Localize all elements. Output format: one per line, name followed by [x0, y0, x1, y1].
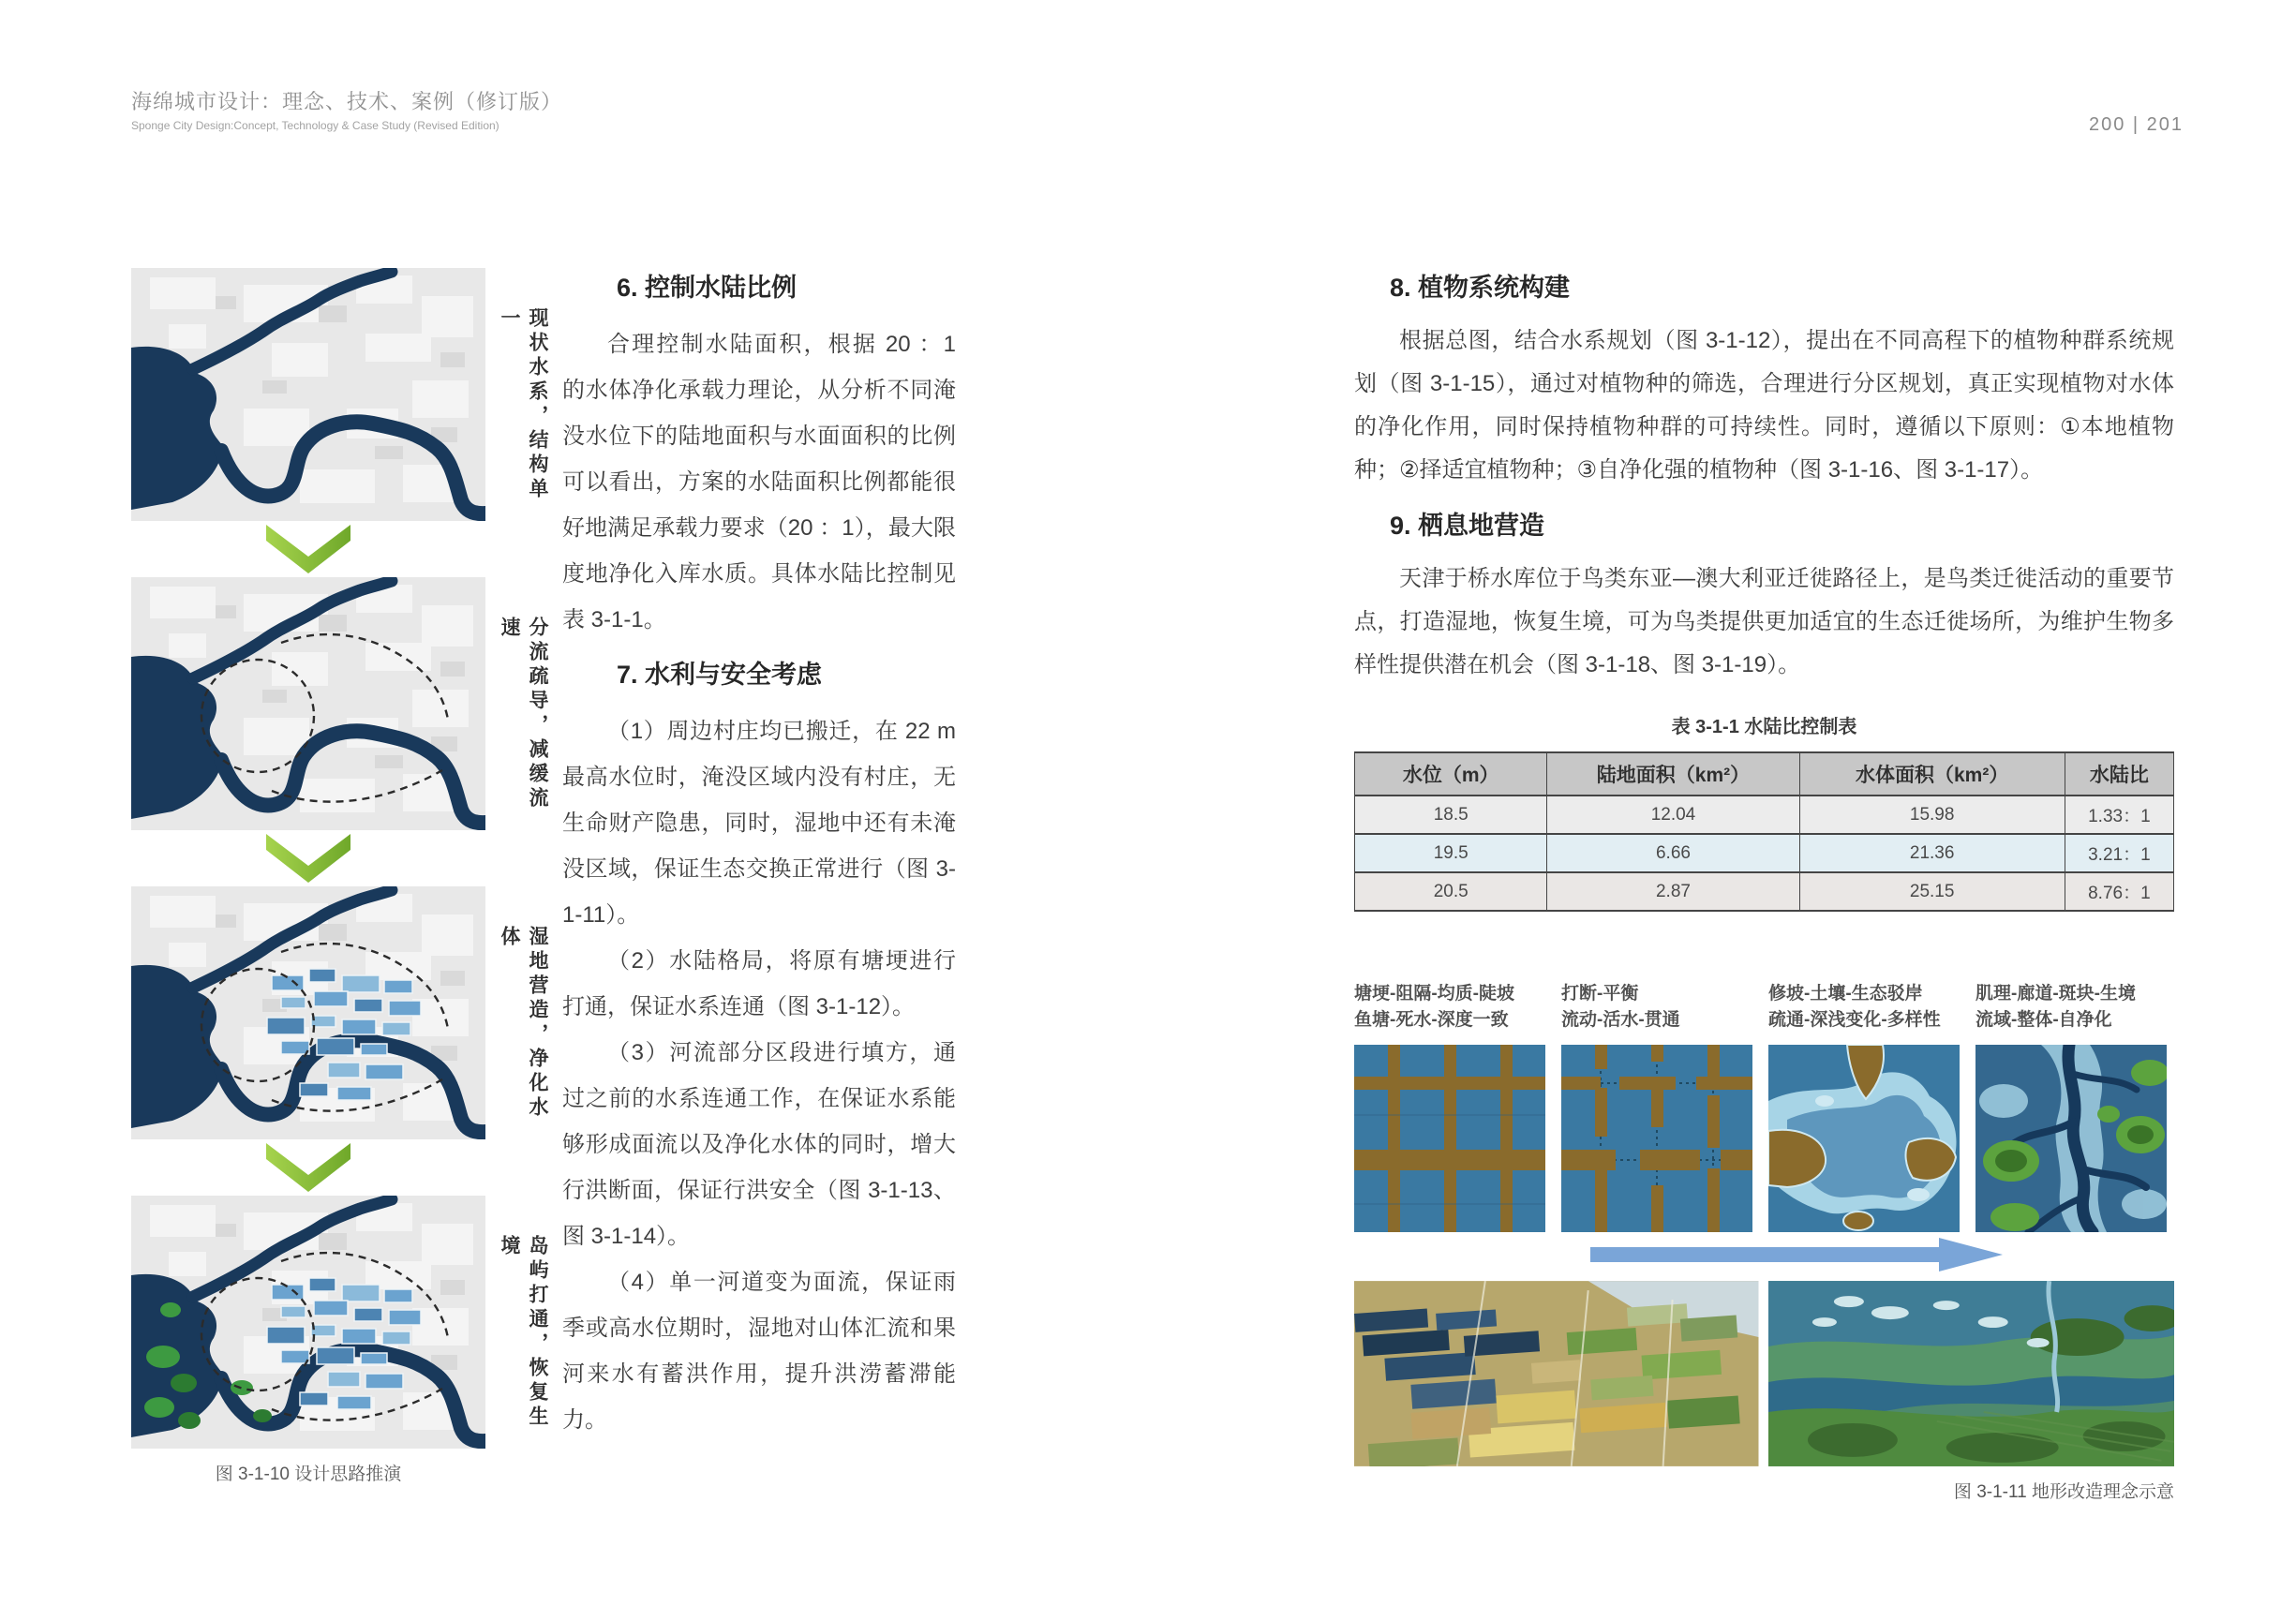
water-land-ratio-table: [1354, 751, 2174, 912]
diagram-cell-4: [1975, 981, 2174, 1232]
figure-3-1-10-caption: 图 3-1-10 设计思路推演: [215, 1465, 402, 1484]
diagram-caption: 塘埂-阻隔-均质-陡坡: [1354, 984, 1514, 1004]
table-header-cell: 陆地面积（km²）: [1547, 752, 1799, 796]
diagram-caption: 打断-平衡: [1561, 984, 1639, 1004]
water-land-ratio-table-block: [1354, 711, 2174, 912]
design-evolution-figure: [131, 268, 572, 1485]
table-cell: 2.87: [1547, 872, 1799, 911]
table-cell: 20.5: [1355, 872, 1547, 911]
page-numbers: 200 | 201: [2088, 114, 2184, 135]
table-cell: 6.66: [1547, 834, 1799, 872]
stage-map-3: [131, 886, 548, 1139]
table-header-cell: 水体面积（km²）: [1799, 752, 2065, 796]
map-wetland-creation: [131, 886, 485, 1139]
diagram-caption: 修坡-土壤-生态驳岸: [1768, 984, 1923, 1004]
section-7-heading: 7. 水利与安全考虑: [617, 661, 823, 689]
left-text-column: [562, 265, 956, 1443]
photo-wetland-aerial: [1768, 1281, 2175, 1466]
book-header: [131, 86, 562, 132]
section-7-paragraph-2: （2）水陆格局，将原有塘埂进行打通，保证水系连通（图 3-1-12）。: [562, 948, 956, 1019]
diagram-caption: 鱼塘-死水-深度一致: [1354, 1010, 1509, 1030]
section-8-heading: 8. 植物系统构建: [1390, 274, 1571, 302]
table-cell: 8.76：1: [2065, 872, 2173, 911]
right-arrow-icon: [1590, 1236, 2003, 1273]
stage-map-1: [131, 268, 548, 521]
table-cell: 3.21：1: [2065, 834, 2173, 872]
book-title-cn: 海绵城市设计：理念、技术、案例（修订版）: [131, 90, 563, 113]
table-cell: 21.36: [1799, 834, 2065, 872]
diagram-caption: 流域-整体-自净化: [1975, 1010, 2112, 1030]
down-chevron-icon: [257, 525, 360, 573]
process-arrow-row: [1354, 1232, 2174, 1277]
table-header-row: [1355, 752, 2174, 796]
table-row: [1355, 796, 2174, 834]
diagram-pond-grid: [1354, 1045, 1545, 1232]
stage-label-3: 湿地营造，净化水体: [499, 926, 548, 1121]
section-9-paragraph: 天津于桥水库位于鸟类东亚—澳大利亚迁徙路径上，是鸟类迁徙活动的重要节点，打造湿地，恢复生境，可为鸟类提供更加适宜的生态迁徙场所，为维护生物多样性提供潜在机会（图 3-1-18、图 3-1-19）。: [1354, 566, 2174, 677]
stage-label-2: 分流疏导，减缓流速: [499, 617, 548, 811]
section-7-paragraph-1: （1）周边村庄均已搬迁，在 22 m 最高水位时，淹没区域内没有村庄，无生命财产隐患，同时，湿地中还有未淹没区域，保证生态交换正常进行（图 3-1-11）。: [562, 719, 956, 928]
table-header-cell: 水陆比: [2065, 752, 2173, 796]
section-6-heading: 6. 控制水陆比例: [617, 274, 798, 302]
table-cell: 12.04: [1547, 796, 1799, 834]
section-7-paragraph-3: （3）河流部分区段进行填方，通过之前的水系连通工作，在保证水系能够形成面流以及净化水体的同时，增大行洪断面，保证行洪安全（图 3-1-13、图 3-1-14）。: [562, 1040, 956, 1249]
diagram-caption: 肌理-廊道-斑块-生境: [1975, 984, 2136, 1004]
table-cell: 1.33：1: [2065, 796, 2173, 834]
table-row: [1355, 872, 2174, 911]
down-chevron-icon: [257, 834, 360, 883]
stage-label-1: 现状水系，结构单一: [499, 307, 548, 502]
figure-3-1-11-caption: 图 3-1-11 地形改造理念示意: [1953, 1482, 2174, 1502]
down-chevron-icon: [257, 1143, 360, 1192]
photo-farmland-aerial: [1354, 1281, 1759, 1466]
section-6-paragraph: 合理控制水陆面积，根据 20 ：1 的水体净化承载力理论，从分析不同淹没水位下的陆地面积与水面面积的比例可以看出，方案的水陆面积比例都能很好地满足承载力要求（20 ：1），最大限度地净化入库水质。具体水陆比控制见表 3-1-1。: [562, 332, 956, 632]
diagram-cell-3: [1768, 981, 1967, 1232]
diagram-corridor-patch: [1975, 1045, 2167, 1232]
map-flow-diversion: [131, 577, 485, 830]
table-title: 表 3-1-1 水陆比控制表: [1671, 717, 1857, 737]
table-cell: 25.15: [1799, 872, 2065, 911]
arrow-row: [131, 521, 485, 577]
diagram-cell-2: [1561, 981, 1760, 1232]
right-page-column: [1354, 265, 2174, 1503]
section-8-paragraph: 根据总图，结合水系规划（图 3-1-12），提出在不同高程下的植物种群系统规划（图 3-1-15），通过对植物种的筛选，合理进行分区规划，真正实现植物对水体的净化作用，同时保持植物种群的可持续性。同时，遵循以下原则：①本地植物种；②择适宜植物种；③自净化强的植物种（图 3-1-16、图 3-1-17）。: [1354, 328, 2174, 483]
table-cell: 15.98: [1799, 796, 2065, 834]
diagram-caption: 流动-活水-贯通: [1561, 1010, 1680, 1030]
table-cell: 18.5: [1355, 796, 1547, 834]
arrow-row: [131, 830, 485, 886]
aerial-photo-row: [1354, 1281, 2174, 1466]
stage-map-2: [131, 577, 548, 830]
stage-map-4: [131, 1196, 548, 1449]
table-row: [1355, 834, 2174, 872]
section-7-paragraph-4: （4）单一河道变为面流，保证雨季或高水位期时，湿地对山体汇流和果河来水有蓄洪作用，提升洪涝蓄滞能力。: [562, 1270, 956, 1433]
diagram-broken-dikes: [1561, 1045, 1752, 1232]
map-current-water-system: [131, 268, 485, 521]
table-cell: 19.5: [1355, 834, 1547, 872]
stage-label-4: 岛屿打通，恢复生境: [499, 1235, 548, 1430]
map-habitat-restoration: [131, 1196, 485, 1449]
table-header-cell: 水位（m）: [1355, 752, 1547, 796]
section-9-heading: 9. 栖息地营造: [1390, 512, 1545, 540]
diagram-eco-banks: [1768, 1045, 1960, 1232]
diagram-caption: 疏通-深浅变化-多样性: [1768, 1010, 1941, 1030]
diagram-cell-1: [1354, 981, 1553, 1232]
terrain-concept-diagrams: [1354, 981, 2174, 1232]
book-title-en: Sponge City Design:Concept, Technology & Case Study (Revised Edition): [131, 119, 499, 132]
arrow-row: [131, 1139, 485, 1196]
